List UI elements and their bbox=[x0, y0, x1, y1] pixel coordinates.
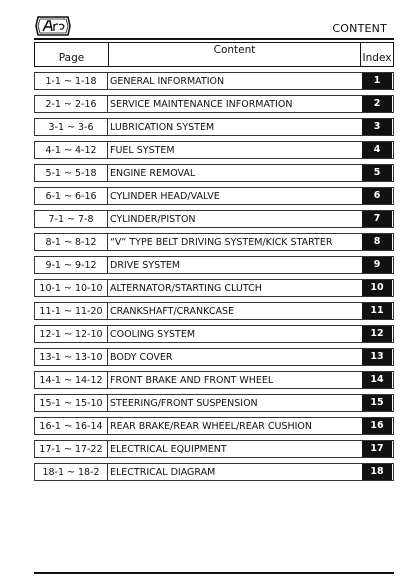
index-cell bbox=[360, 141, 394, 159]
page-range-cell: 3-1 ~ 3-6 bbox=[34, 118, 108, 136]
index-cell bbox=[360, 325, 394, 343]
section-title-cell[interactable]: STEERING/FRONT SUSPENSION bbox=[108, 394, 360, 412]
index-cell bbox=[360, 279, 394, 297]
page-range-cell: 8-1 ~ 8-12 bbox=[34, 233, 108, 251]
section-title-cell[interactable]: CYLINDER/PISTON bbox=[108, 210, 360, 228]
table-row[interactable] bbox=[34, 164, 394, 182]
page-title: CONTENT bbox=[332, 22, 387, 35]
index-tab[interactable]: 2 bbox=[362, 96, 392, 112]
index-tab[interactable]: 17 bbox=[362, 441, 392, 457]
page-range-cell: 6-1 ~ 6-16 bbox=[34, 187, 108, 205]
page-range-cell: 7-1 ~ 7-8 bbox=[34, 210, 108, 228]
table-row[interactable] bbox=[34, 417, 394, 435]
index-cell bbox=[360, 95, 394, 113]
table-row[interactable] bbox=[34, 279, 394, 297]
page-range-cell: 18-1 ~ 18-2 bbox=[34, 463, 108, 481]
column-header-index: Index bbox=[360, 42, 394, 67]
index-tab[interactable]: 6 bbox=[362, 188, 392, 204]
page-range-cell: 9-1 ~ 9-12 bbox=[34, 256, 108, 274]
section-title-cell[interactable]: ELECTRICAL EQUIPMENT bbox=[108, 440, 360, 458]
index-tab[interactable]: 10 bbox=[362, 280, 392, 296]
section-title-cell[interactable]: SERVICE MAINTENANCE INFORMATION bbox=[108, 95, 360, 113]
section-title-cell[interactable]: REAR BRAKE/REAR WHEEL/REAR CUSHION bbox=[108, 417, 360, 435]
page-range-cell: 4-1 ~ 4-12 bbox=[34, 141, 108, 159]
table-row[interactable] bbox=[34, 302, 394, 320]
index-cell bbox=[360, 348, 394, 366]
table-row[interactable] bbox=[34, 233, 394, 251]
index-cell bbox=[360, 233, 394, 251]
page-range-cell: 5-1 ~ 5-18 bbox=[34, 164, 108, 182]
table-row[interactable] bbox=[34, 325, 394, 343]
index-cell bbox=[360, 302, 394, 320]
section-title-cell[interactable]: BODY COVER bbox=[108, 348, 360, 366]
index-cell bbox=[360, 394, 394, 412]
page-range-cell: 15-1 ~ 15-10 bbox=[34, 394, 108, 412]
header-rule bbox=[34, 38, 394, 40]
table-row[interactable] bbox=[34, 463, 394, 481]
index-cell bbox=[360, 72, 394, 90]
section-title-cell[interactable]: ENGINE REMOVAL bbox=[108, 164, 360, 182]
contents-table bbox=[34, 42, 394, 481]
section-title-cell[interactable]: LUBRICATION SYSTEM bbox=[108, 118, 360, 136]
table-row[interactable] bbox=[34, 95, 394, 113]
table-row[interactable] bbox=[34, 72, 394, 90]
index-tab[interactable]: 8 bbox=[362, 234, 392, 250]
page-range-cell: 10-1 ~ 10-10 bbox=[34, 279, 108, 297]
index-tab[interactable]: 16 bbox=[362, 418, 392, 434]
index-cell bbox=[360, 256, 394, 274]
table-row[interactable] bbox=[34, 256, 394, 274]
index-tab[interactable]: 7 bbox=[362, 211, 392, 227]
page-range-cell: 11-1 ~ 11-20 bbox=[34, 302, 108, 320]
column-header-content: Content bbox=[108, 42, 360, 67]
section-title-cell[interactable]: ALTERNATOR/STARTING CLUTCH bbox=[108, 279, 360, 297]
page-range-cell: 13-1 ~ 13-10 bbox=[34, 348, 108, 366]
section-title-cell[interactable]: CYLINDER HEAD/VALVE bbox=[108, 187, 360, 205]
table-row[interactable] bbox=[34, 371, 394, 389]
page-range-cell: 1-1 ~ 1-18 bbox=[34, 72, 108, 90]
index-tab[interactable]: 5 bbox=[362, 165, 392, 181]
column-header-page: Page bbox=[34, 42, 108, 67]
page-range-cell: 14-1 ~ 14-12 bbox=[34, 371, 108, 389]
section-title-cell[interactable]: FRONT BRAKE AND FRONT WHEEL bbox=[108, 371, 360, 389]
index-cell bbox=[360, 463, 394, 481]
index-cell bbox=[360, 440, 394, 458]
index-tab[interactable]: 4 bbox=[362, 142, 392, 158]
argo-logo bbox=[34, 14, 72, 38]
table-header-row bbox=[34, 42, 394, 67]
index-tab[interactable]: 12 bbox=[362, 326, 392, 342]
index-cell bbox=[360, 371, 394, 389]
index-tab[interactable]: 13 bbox=[362, 349, 392, 365]
index-cell bbox=[360, 210, 394, 228]
index-cell bbox=[360, 187, 394, 205]
table-row[interactable] bbox=[34, 118, 394, 136]
table-row[interactable] bbox=[34, 394, 394, 412]
index-tab[interactable]: 1 bbox=[362, 73, 392, 89]
footer-rule bbox=[34, 572, 394, 574]
index-cell bbox=[360, 417, 394, 435]
section-title-cell[interactable]: ELECTRICAL DIAGRAM bbox=[108, 463, 360, 481]
table-row[interactable] bbox=[34, 348, 394, 366]
index-tab[interactable]: 9 bbox=[362, 257, 392, 273]
section-title-cell[interactable]: GENERAL INFORMATION bbox=[108, 72, 360, 90]
section-title-cell[interactable]: FUEL SYSTEM bbox=[108, 141, 360, 159]
index-tab[interactable]: 18 bbox=[362, 464, 392, 480]
table-row[interactable] bbox=[34, 440, 394, 458]
table-row[interactable] bbox=[34, 187, 394, 205]
page-range-cell: 16-1 ~ 16-14 bbox=[34, 417, 108, 435]
table-row[interactable] bbox=[34, 141, 394, 159]
section-title-cell[interactable]: COOLING SYSTEM bbox=[108, 325, 360, 343]
contents-body bbox=[34, 67, 394, 481]
index-tab[interactable]: 3 bbox=[362, 119, 392, 135]
index-tab[interactable]: 11 bbox=[362, 303, 392, 319]
page-range-cell: 12-1 ~ 12-10 bbox=[34, 325, 108, 343]
page-range-cell: 2-1 ~ 2-16 bbox=[34, 95, 108, 113]
index-tab[interactable]: 15 bbox=[362, 395, 392, 411]
table-row[interactable] bbox=[34, 210, 394, 228]
page-range-cell: 17-1 ~ 17-22 bbox=[34, 440, 108, 458]
index-tab[interactable]: 14 bbox=[362, 372, 392, 388]
section-title-cell[interactable]: CRANKSHAFT/CRANKCASE bbox=[108, 302, 360, 320]
section-title-cell[interactable]: DRIVE SYSTEM bbox=[108, 256, 360, 274]
index-cell bbox=[360, 164, 394, 182]
index-cell bbox=[360, 118, 394, 136]
section-title-cell[interactable]: “V” TYPE BELT DRIVING SYSTEM/KICK STARTER bbox=[108, 233, 360, 251]
